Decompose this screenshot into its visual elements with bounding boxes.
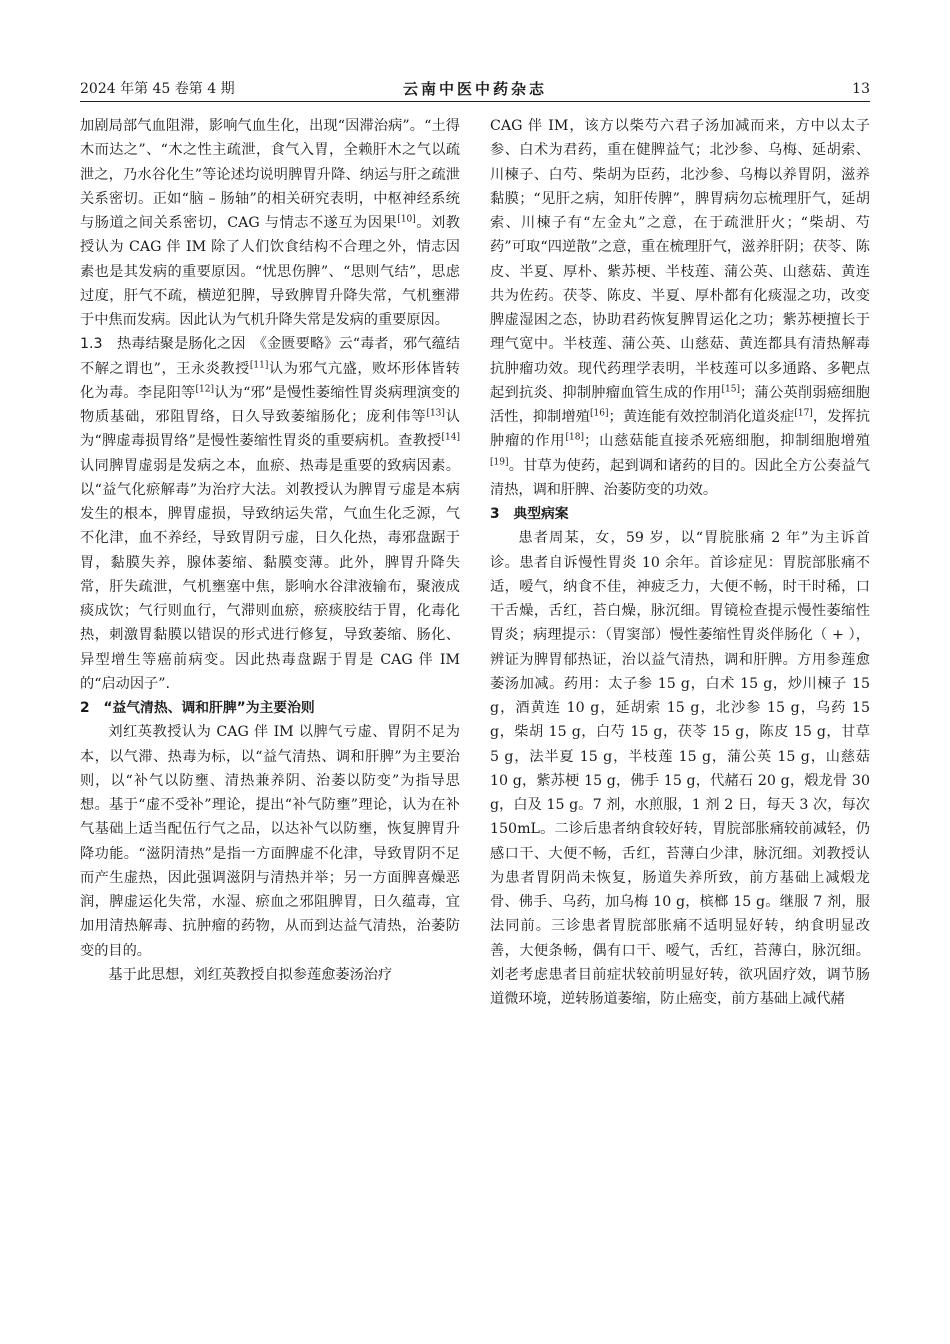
- paragraph-case-report: 患者周某，女，59 岁，以“胃脘胀痛 2 年”为主诉首诊。患者自诉慢性胃炎 10 余年。首诊症见：胃脘部胀痛不适，嗳气，纳食不佳，神疲乏力，大便不畅，时干时稀，口干舌燥，舌红，苔白燥，脉沉细。胃镜检查提示慢性萎缩性胃炎；病理提示：（胃窦部）慢性萎缩性胃炎伴肠化（ + ），辨证为脾胃郁热证，治以益气清热，调和肝脾。方用参莲愈萎汤加减。药用：太子参 15 g，白术 15 g，炒川楝子 15 g，酒黄连 10 g，延胡索 15 g，北沙参 15 g，乌药 15 g，柴胡 15 g，白芍 15 g，茯苓 15 g，陈皮 15 g，甘草 5 g，法半夏 15 g，半枝莲 15 g，蒲公英 15 g，山慈菇 10 g，紫苏梗 15 g，佛手 15 g，代赭石 20 g，煅龙骨 30 g，白及 15 g。7 剂，水煎服，1 剂 2 日，每天 3 次，每次 150mL。二诊后患者纳食较好转，胃脘部胀痛较前减轻，仍感口干、大便不畅，舌红，苔薄白少津，脉沉细。刘教授认为患者胃阴尚未恢复，肠道失养所致，前方基础上减煅龙骨、佛手、乌药，加乌梅 10 g，槟榔 15 g。继服 7 剂，服法同前。三诊患者胃脘部胀痛不适明显好转，纳食明显改善，大便条畅，偶有口干、嗳气，舌红，苔薄白，脉沉细。刘老考虑患者目前症状较前明显好转，欲巩固疗效，调节肠道微环境，逆转肠道萎缩，防止癌变，前方基础上减代赭: [490, 530, 870, 1007]
- citation: [11]: [249, 359, 269, 370]
- section-heading-3: 3 典型病案: [490, 506, 569, 522]
- citation: [12]: [195, 384, 214, 395]
- citation: [18]: [565, 432, 584, 443]
- paragraph-section-1-3: 1.3 热毒结聚是肠化之因 《金匮要略》云“毒者，邪气蕴结不解之谓也”，王永炎教授[11]认为邪气亢盛，败坏形体皆转化为毒。李昆阳等[12]认为“邪”是慢性萎缩性胃炎病理演变的物质基础，邪阻胃络，日久导致萎缩肠化；庞利伟等[13]认为“脾虚毒损胃络”是慢性萎缩性胃炎的重要病机。查教授[14]认同脾胃虚弱是发病之本，血瘀、热毒是重要的致病因素。以“益气化瘀解毒”为治疗大法。刘教授认为脾胃亏虚是本病发生的根本，脾胃虚损，导致纳运失常，气血生化乏源，气不化津，血不养经，导致胃阴亏虚，日久化热，毒邪盘踞于胃，黏膜失养，腺体萎缩、黏膜变薄。此外，脾胃升降失常，肝失疏泄，气机壅塞中焦，影响水谷津液输布，聚液成痰成饮；气行则血行，气滞则血瘀，瘀痰胶结于胃，化毒化热，刺激胃黏膜以错误的形式进行修复，导致萎缩、肠化、异型增生等癌前病变。因此热毒盘踞于胃是 CAG 伴 IM 的“启动因子”.: [80, 336, 460, 692]
- citation: [17]: [794, 408, 813, 419]
- citation: [13]: [426, 408, 445, 419]
- header-rule: [80, 101, 870, 102]
- citation: [10]: [397, 214, 416, 225]
- paragraph-emotion: 加剧局部气血阻滞，影响气血生化，出现“因滞治病”。“土得木而达之”、“木之性主疏泄，食气入胃，全赖肝木之气以疏泄之，乃水谷化生”等论述均说明脾胃升降、纳运与肝之疏泄关系密切。正如“脑 – 肠轴”的相关研究表明，中枢神经系统与肠道之间关系密切，CAG 与情志不遂互为因果[10]。刘教授认为 CAG 伴 IM 除了人们饮食结构不合理之外，情志因素也是其发病的重要原因。“忧思伤脾”、“思则气结”，思虑过度，肝气不疏，横逆犯脾，导致脾胃升降失常，气机壅滞于中焦而发病。因此认为气机升降失常是发病的重要原因。: [80, 118, 460, 328]
- left-column: [80, 114, 460, 987]
- paragraph-formula-intro: 基于此思想，刘红英教授自拟参莲愈萎汤治疗: [108, 966, 393, 983]
- paragraph-principle: 刘红英教授认为 CAG 伴 IM 以脾气亏虚、胃阴不足为本，以气滞、热毒为标，以“益气清热、调和肝脾”为主要治则，以“补气以防壅、清热兼养阴、治萎以防变”为指导思想。基于“虚不受补”理论，提出“补气防壅”理论，认为在补气基础上适当配伍行气之品，以达补气以防壅，恢复脾胃升降功能。“滋阴清热”是指一方面脾虚不化津，导致胃阴不足而产生虚热，因此强调滋阴与清热并举；另一方面脾喜燥恶润，脾虚运化失常，水湿、瘀血之邪阻脾胃，日久蕴毒，宜加用清热解毒、抗肿瘤的药物，从而到达益气清热，治萎防变的目的。: [80, 724, 460, 959]
- paragraph-formula: CAG 伴 IM，该方以柴芍六君子汤加减而来，方中以太子参、白术为君药，重在健脾益气；北沙参、乌梅、延胡索、川楝子、白芍、柴胡为臣药，北沙参、乌梅以养胃阴，滋养黏膜；“见肝之病，知肝传脾”，脾胃病勿忘梳理肝气，延胡索、川楝子有“左金丸”之意，在于疏泄肝火；“柴胡、芍药”可取“四逆散”之意，重在梳理肝气，滋养肝阴；茯苓、陈皮、半夏、厚朴、紫苏梗、半枝莲、蒲公英、山慈菇、黄连共为佐药。茯苓、陈皮、半夏、厚朴都有化痰湿之功，改变脾虚湿困之态，协助君药恢复脾胃运化之功；紫苏梗擅长于理气宽中。半枝莲、蒲公英、山慈菇、黄连都具有清热解毒抗肿瘤功效。现代药理学表明，半枝莲可以多通路、多靶点起到抗炎、抑制肿瘤血管生成的作用[15]；蒲公英削弱癌细胞活性，抑制增殖[16]；黄连能有效控制消化道炎症[17]，发挥抗肿瘤的作用[18]；山慈菇能直接杀死癌细胞，抑制细胞增殖[19]。甘草为使药，起到调和诸药的目的。因此全方公奏益气清热，调和肝脾、治萎防变的功效。: [490, 118, 870, 498]
- citation: [19]: [490, 456, 509, 467]
- running-header: [80, 78, 870, 100]
- issue-info: 2024 年第 45 卷第 4 期: [80, 81, 235, 97]
- journal-title: 云南中医中药杂志: [402, 80, 547, 98]
- citation: [15]: [721, 384, 741, 395]
- citation: [16]: [590, 408, 609, 419]
- section-heading-1-3: 1.3 热毒结聚是肠化之因: [80, 336, 246, 353]
- section-heading-2: 2 “益气清热、调和肝脾”为主要治则: [80, 700, 315, 716]
- right-column: [490, 114, 870, 1011]
- citation: [14]: [441, 432, 460, 443]
- page-number: 13: [852, 81, 870, 97]
